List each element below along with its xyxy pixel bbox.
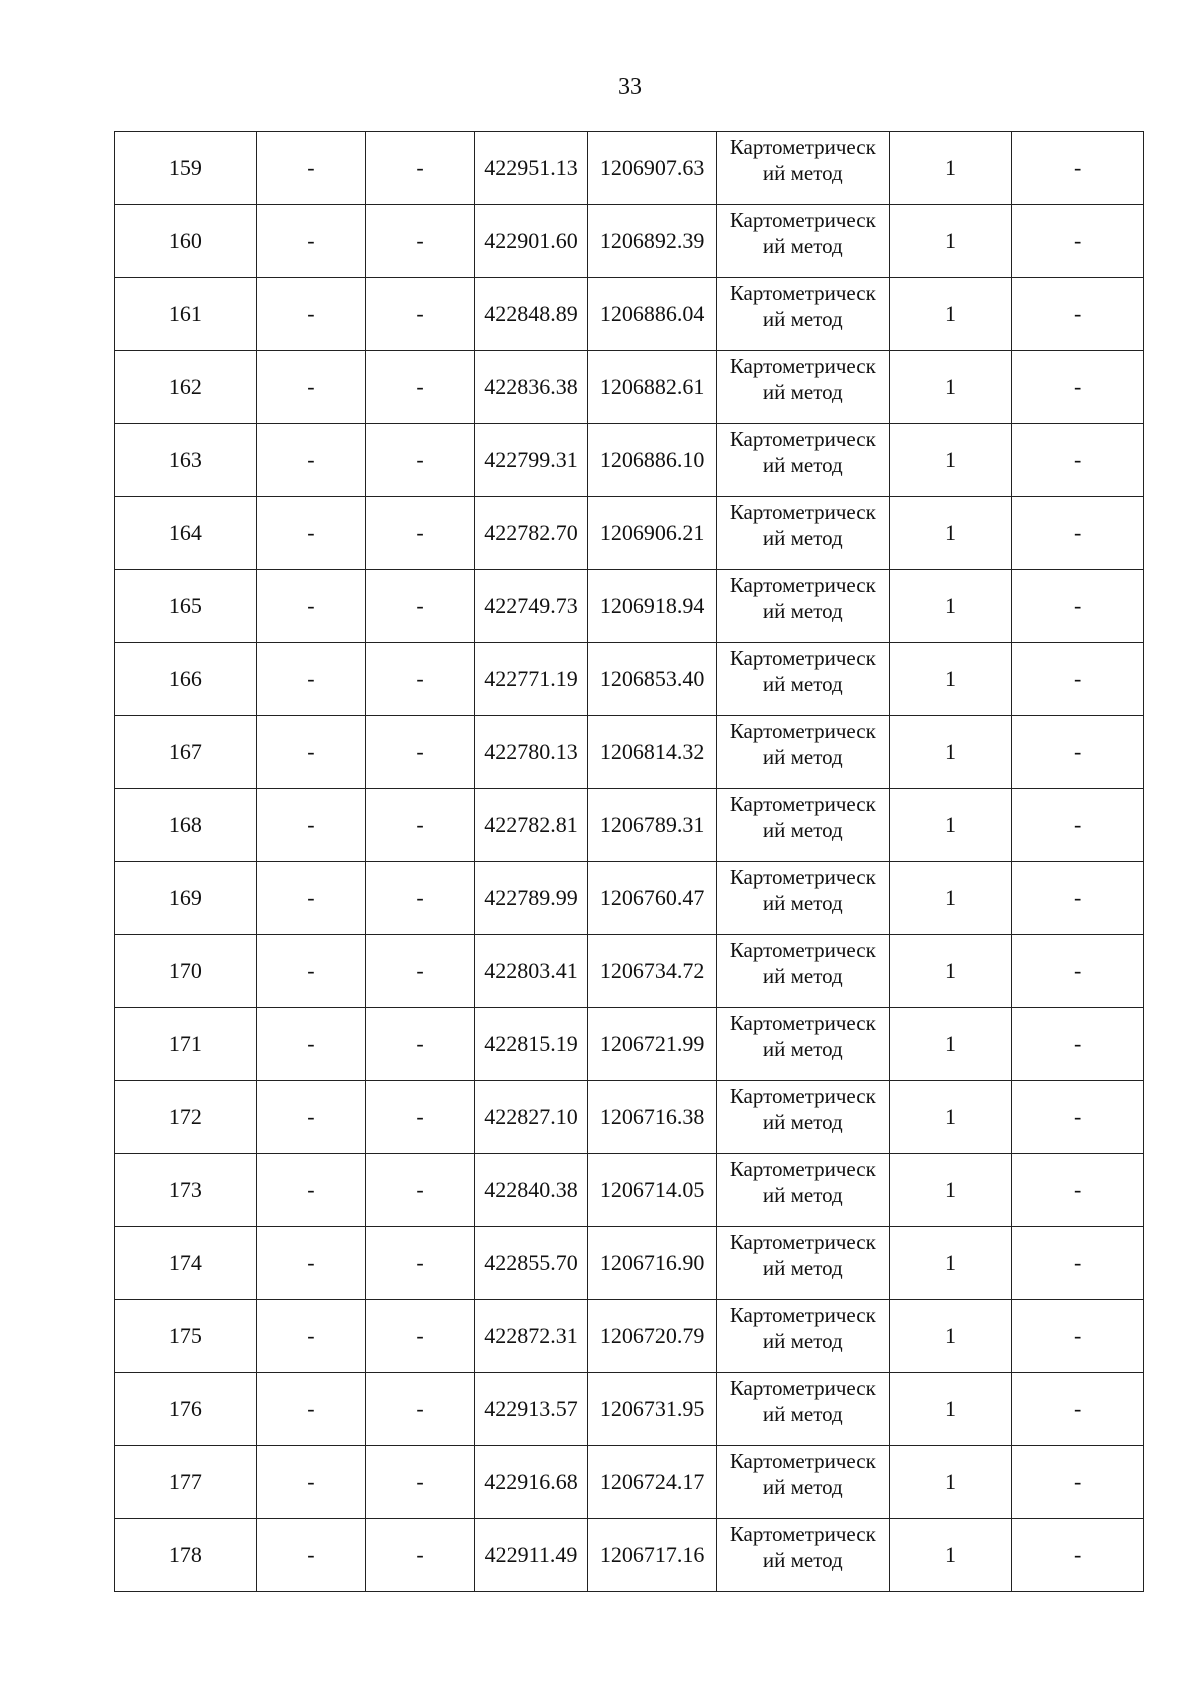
- method-cell: [716, 862, 889, 935]
- description-cell: -: [1012, 570, 1144, 643]
- accuracy-cell: 1: [889, 935, 1012, 1008]
- method-cell: [716, 424, 889, 497]
- method-text-line1: Картометрическ: [729, 646, 876, 670]
- method-text-line2: ий метод: [762, 234, 843, 258]
- description-cell: -: [1012, 789, 1144, 862]
- empty-x-cell: -: [256, 1227, 366, 1300]
- empty-y-cell: -: [366, 1373, 475, 1446]
- empty-y-cell: -: [366, 351, 475, 424]
- empty-y-cell: -: [366, 1446, 475, 1519]
- method-text-line1: Картометрическ: [729, 1157, 876, 1181]
- y-coordinate-cell: 1206853.40: [588, 643, 717, 716]
- method-text-line1: Картометрическ: [729, 1084, 876, 1108]
- point-number-cell: 177: [115, 1446, 257, 1519]
- empty-y-cell: -: [366, 1081, 475, 1154]
- y-coordinate-cell: 1206716.90: [588, 1227, 717, 1300]
- method-text-line2: ий метод: [762, 453, 843, 477]
- method-text-line1: Картометрическ: [729, 719, 876, 743]
- table-row: [115, 1373, 1144, 1446]
- method-cell: [716, 351, 889, 424]
- method-cell: [716, 1373, 889, 1446]
- empty-x-cell: -: [256, 789, 366, 862]
- point-number-cell: 174: [115, 1227, 257, 1300]
- empty-y-cell: -: [366, 1154, 475, 1227]
- description-cell: -: [1012, 1446, 1144, 1519]
- empty-x-cell: -: [256, 424, 366, 497]
- empty-x-cell: -: [256, 716, 366, 789]
- x-coordinate-cell: 422815.19: [474, 1008, 588, 1081]
- x-coordinate-cell: 422840.38: [474, 1154, 588, 1227]
- method-text-line1: Картометрическ: [729, 135, 876, 159]
- point-number-cell: 176: [115, 1373, 257, 1446]
- empty-x-cell: -: [256, 278, 366, 351]
- empty-x-cell: -: [256, 1081, 366, 1154]
- method-text-line2: ий метод: [762, 964, 843, 988]
- description-cell: -: [1012, 643, 1144, 716]
- point-number-cell: 167: [115, 716, 257, 789]
- method-text-line2: ий метод: [762, 1402, 843, 1426]
- empty-y-cell: -: [366, 424, 475, 497]
- x-coordinate-cell: 422911.49: [474, 1519, 588, 1592]
- empty-x-cell: -: [256, 205, 366, 278]
- page-number: 33: [618, 74, 642, 100]
- x-coordinate-cell: 422916.68: [474, 1446, 588, 1519]
- method-text-line2: ий метод: [762, 380, 843, 404]
- point-number-cell: 178: [115, 1519, 257, 1592]
- method-text-line2: ий метод: [762, 1256, 843, 1280]
- y-coordinate-cell: 1206724.17: [588, 1446, 717, 1519]
- accuracy-cell: 1: [889, 862, 1012, 935]
- method-text-line2: ий метод: [762, 672, 843, 696]
- coordinates-table: [114, 131, 1144, 1592]
- empty-x-cell: -: [256, 132, 366, 205]
- empty-y-cell: -: [366, 278, 475, 351]
- description-cell: -: [1012, 935, 1144, 1008]
- accuracy-cell: 1: [889, 424, 1012, 497]
- table-row: [115, 205, 1144, 278]
- y-coordinate-cell: 1206892.39: [588, 205, 717, 278]
- table-row: [115, 643, 1144, 716]
- point-number-cell: 162: [115, 351, 257, 424]
- accuracy-cell: 1: [889, 1227, 1012, 1300]
- empty-x-cell: -: [256, 497, 366, 570]
- method-text-line2: ий метод: [762, 1110, 843, 1134]
- y-coordinate-cell: 1206906.21: [588, 497, 717, 570]
- y-coordinate-cell: 1206789.31: [588, 789, 717, 862]
- x-coordinate-cell: 422848.89: [474, 278, 588, 351]
- table-row: [115, 1008, 1144, 1081]
- method-cell: [716, 1081, 889, 1154]
- y-coordinate-cell: 1206918.94: [588, 570, 717, 643]
- y-coordinate-cell: 1206721.99: [588, 1008, 717, 1081]
- method-text-line2: ий метод: [762, 599, 843, 623]
- method-cell: [716, 1227, 889, 1300]
- table-row: [115, 1227, 1144, 1300]
- table-row: [115, 570, 1144, 643]
- y-coordinate-cell: 1206814.32: [588, 716, 717, 789]
- y-coordinate-cell: 1206714.05: [588, 1154, 717, 1227]
- table-row: [115, 497, 1144, 570]
- method-text-line1: Картометрическ: [729, 1230, 876, 1254]
- accuracy-cell: 1: [889, 497, 1012, 570]
- method-text-line1: Картометрическ: [729, 500, 876, 524]
- accuracy-cell: 1: [889, 570, 1012, 643]
- y-coordinate-cell: 1206882.61: [588, 351, 717, 424]
- y-coordinate-cell: 1206734.72: [588, 935, 717, 1008]
- empty-y-cell: -: [366, 132, 475, 205]
- method-text-line1: Картометрическ: [729, 938, 876, 962]
- table-row: [115, 1300, 1144, 1373]
- method-text-line1: Картометрическ: [729, 281, 876, 305]
- description-cell: -: [1012, 862, 1144, 935]
- empty-x-cell: -: [256, 643, 366, 716]
- accuracy-cell: 1: [889, 1081, 1012, 1154]
- accuracy-cell: 1: [889, 278, 1012, 351]
- table-row: [115, 132, 1144, 205]
- point-number-cell: 159: [115, 132, 257, 205]
- method-text-line1: Картометрическ: [729, 573, 876, 597]
- empty-y-cell: -: [366, 862, 475, 935]
- table-row: [115, 424, 1144, 497]
- method-cell: [716, 1519, 889, 1592]
- point-number-cell: 172: [115, 1081, 257, 1154]
- empty-x-cell: -: [256, 1373, 366, 1446]
- point-number-cell: 170: [115, 935, 257, 1008]
- empty-y-cell: -: [366, 789, 475, 862]
- method-cell: [716, 1008, 889, 1081]
- empty-y-cell: -: [366, 1227, 475, 1300]
- point-number-cell: 164: [115, 497, 257, 570]
- empty-y-cell: -: [366, 1519, 475, 1592]
- method-cell: [716, 497, 889, 570]
- empty-y-cell: -: [366, 1008, 475, 1081]
- method-text-line2: ий метод: [762, 1183, 843, 1207]
- x-coordinate-cell: 422803.41: [474, 935, 588, 1008]
- description-cell: -: [1012, 424, 1144, 497]
- description-cell: -: [1012, 1081, 1144, 1154]
- empty-x-cell: -: [256, 1154, 366, 1227]
- method-cell: [716, 935, 889, 1008]
- method-text-line1: Картометрическ: [729, 1303, 876, 1327]
- accuracy-cell: 1: [889, 716, 1012, 789]
- method-text-line2: ий метод: [762, 1475, 843, 1499]
- x-coordinate-cell: 422771.19: [474, 643, 588, 716]
- y-coordinate-cell: 1206716.38: [588, 1081, 717, 1154]
- table-row: [115, 278, 1144, 351]
- point-number-cell: 169: [115, 862, 257, 935]
- method-text-line2: ий метод: [762, 161, 843, 185]
- table-row: [115, 1081, 1144, 1154]
- method-text-line2: ий метод: [762, 1037, 843, 1061]
- accuracy-cell: 1: [889, 1008, 1012, 1081]
- empty-x-cell: -: [256, 1008, 366, 1081]
- method-text-line2: ий метод: [762, 1329, 843, 1353]
- accuracy-cell: 1: [889, 351, 1012, 424]
- empty-y-cell: -: [366, 643, 475, 716]
- empty-x-cell: -: [256, 570, 366, 643]
- method-text-line2: ий метод: [762, 1548, 843, 1572]
- description-cell: -: [1012, 1154, 1144, 1227]
- accuracy-cell: 1: [889, 1300, 1012, 1373]
- method-text-line2: ий метод: [762, 818, 843, 842]
- x-coordinate-cell: 422872.31: [474, 1300, 588, 1373]
- description-cell: -: [1012, 351, 1144, 424]
- description-cell: -: [1012, 1008, 1144, 1081]
- method-text-line1: Картометрическ: [729, 208, 876, 232]
- empty-y-cell: -: [366, 716, 475, 789]
- table-row: [115, 935, 1144, 1008]
- method-text-line1: Картометрическ: [729, 1449, 876, 1473]
- method-text-line1: Картометрическ: [729, 1376, 876, 1400]
- empty-x-cell: -: [256, 1446, 366, 1519]
- description-cell: -: [1012, 1373, 1144, 1446]
- method-text-line1: Картометрическ: [729, 792, 876, 816]
- table-row: [115, 351, 1144, 424]
- table-row: [115, 862, 1144, 935]
- x-coordinate-cell: 422951.13: [474, 132, 588, 205]
- point-number-cell: 160: [115, 205, 257, 278]
- point-number-cell: 171: [115, 1008, 257, 1081]
- x-coordinate-cell: 422789.99: [474, 862, 588, 935]
- accuracy-cell: 1: [889, 132, 1012, 205]
- y-coordinate-cell: 1206886.04: [588, 278, 717, 351]
- accuracy-cell: 1: [889, 1446, 1012, 1519]
- method-text-line2: ий метод: [762, 745, 843, 769]
- x-coordinate-cell: 422836.38: [474, 351, 588, 424]
- empty-x-cell: -: [256, 351, 366, 424]
- accuracy-cell: 1: [889, 205, 1012, 278]
- method-text-line1: Картометрическ: [729, 1011, 876, 1035]
- empty-x-cell: -: [256, 862, 366, 935]
- y-coordinate-cell: 1206731.95: [588, 1373, 717, 1446]
- method-cell: [716, 132, 889, 205]
- method-cell: [716, 278, 889, 351]
- method-cell: [716, 1446, 889, 1519]
- accuracy-cell: 1: [889, 1373, 1012, 1446]
- description-cell: -: [1012, 1227, 1144, 1300]
- table-row: [115, 716, 1144, 789]
- accuracy-cell: 1: [889, 789, 1012, 862]
- empty-y-cell: -: [366, 205, 475, 278]
- description-cell: -: [1012, 1519, 1144, 1592]
- method-cell: [716, 789, 889, 862]
- empty-x-cell: -: [256, 1519, 366, 1592]
- x-coordinate-cell: 422799.31: [474, 424, 588, 497]
- method-cell: [716, 716, 889, 789]
- x-coordinate-cell: 422782.70: [474, 497, 588, 570]
- x-coordinate-cell: 422855.70: [474, 1227, 588, 1300]
- x-coordinate-cell: 422749.73: [474, 570, 588, 643]
- x-coordinate-cell: 422901.60: [474, 205, 588, 278]
- description-cell: -: [1012, 278, 1144, 351]
- method-text-line2: ий метод: [762, 307, 843, 331]
- y-coordinate-cell: 1206720.79: [588, 1300, 717, 1373]
- empty-y-cell: -: [366, 1300, 475, 1373]
- empty-x-cell: -: [256, 935, 366, 1008]
- x-coordinate-cell: 422827.10: [474, 1081, 588, 1154]
- point-number-cell: 161: [115, 278, 257, 351]
- method-cell: [716, 1154, 889, 1227]
- x-coordinate-cell: 422913.57: [474, 1373, 588, 1446]
- method-text-line1: Картометрическ: [729, 865, 876, 889]
- empty-y-cell: -: [366, 935, 475, 1008]
- point-number-cell: 168: [115, 789, 257, 862]
- method-text-line1: Картометрическ: [729, 427, 876, 451]
- method-cell: [716, 205, 889, 278]
- table-row: [115, 1446, 1144, 1519]
- method-text-line2: ий метод: [762, 891, 843, 915]
- method-cell: [716, 570, 889, 643]
- y-coordinate-cell: 1206886.10: [588, 424, 717, 497]
- x-coordinate-cell: 422782.81: [474, 789, 588, 862]
- accuracy-cell: 1: [889, 1519, 1012, 1592]
- point-number-cell: 163: [115, 424, 257, 497]
- table-row: [115, 1519, 1144, 1592]
- table-row: [115, 1154, 1144, 1227]
- table-body: [115, 132, 1144, 1592]
- description-cell: -: [1012, 132, 1144, 205]
- point-number-cell: 173: [115, 1154, 257, 1227]
- point-number-cell: 175: [115, 1300, 257, 1373]
- y-coordinate-cell: 1206907.63: [588, 132, 717, 205]
- accuracy-cell: 1: [889, 1154, 1012, 1227]
- y-coordinate-cell: 1206760.47: [588, 862, 717, 935]
- x-coordinate-cell: 422780.13: [474, 716, 588, 789]
- method-text-line2: ий метод: [762, 526, 843, 550]
- description-cell: -: [1012, 497, 1144, 570]
- empty-y-cell: -: [366, 570, 475, 643]
- method-cell: [716, 1300, 889, 1373]
- method-text-line1: Картометрическ: [729, 1522, 876, 1546]
- empty-x-cell: -: [256, 1300, 366, 1373]
- description-cell: -: [1012, 1300, 1144, 1373]
- point-number-cell: 165: [115, 570, 257, 643]
- method-cell: [716, 643, 889, 716]
- method-text-line1: Картометрическ: [729, 354, 876, 378]
- description-cell: -: [1012, 205, 1144, 278]
- table-row: [115, 789, 1144, 862]
- description-cell: -: [1012, 716, 1144, 789]
- point-number-cell: 166: [115, 643, 257, 716]
- y-coordinate-cell: 1206717.16: [588, 1519, 717, 1592]
- empty-y-cell: -: [366, 497, 475, 570]
- accuracy-cell: 1: [889, 643, 1012, 716]
